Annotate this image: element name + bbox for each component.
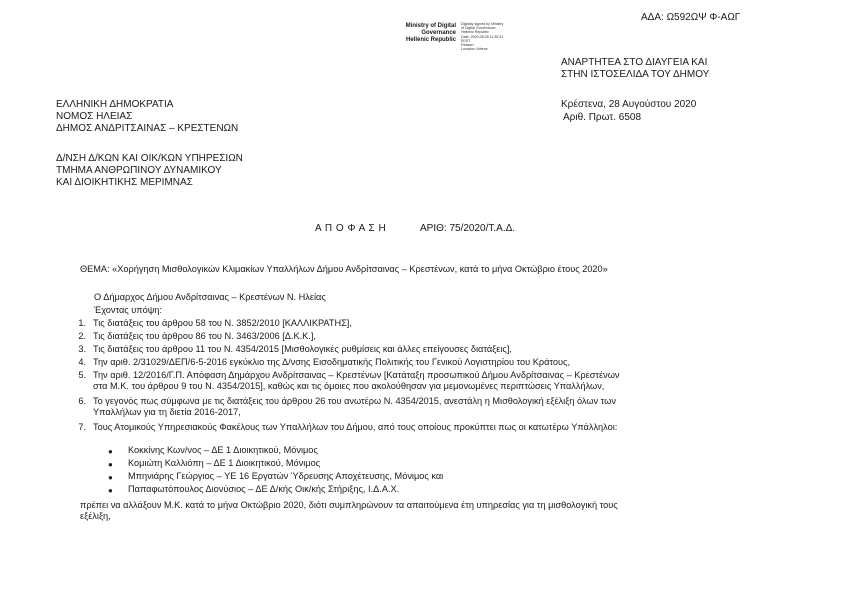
item-text: Τις διατάξεις του άρθρου 11 του Ν. 4354/2015 [Μισθολογικές ρυθμίσεις και άλλες επείγουσες διατάξεις],	[93, 344, 512, 354]
item-number: 7.	[78, 422, 86, 432]
signature-detail-line: Reason:	[461, 43, 475, 48]
publish-note-line: ΑΝΑΡΤΗΤΕΑ ΣΤΟ ΔΙΑΥΓΕΙΑ ΚΑΙ	[561, 57, 708, 68]
item-text: Τις διατάξεις του άρθρου 86 του Ν. 3463/2006 [Δ.Κ.Κ.],	[93, 331, 316, 341]
mayor-line: Ο Δήμαρχος Δήμου Ανδρίτσαινας – Κρεστένων Ν. Ηλείας	[94, 292, 326, 302]
decision-number: ΑΡΙΘ: 75/2020/Τ.Α.Δ.	[420, 223, 516, 234]
item-number: 1.	[78, 318, 86, 328]
signature-details	[461, 22, 503, 51]
department-block	[56, 153, 243, 189]
employee-name: Κομιώτη Καλλιόπη – ΔΕ 1 Διοικητικού, Μόνιμος	[128, 458, 321, 468]
signature-detail-line: Date: 2020.08.28 11:35:31	[461, 34, 504, 39]
signature-issuer	[400, 23, 456, 44]
employee-name: Παπαφωτόπουλος Διονύσιος – ΔΕ Δ/κής Οικ/κής Στήριξης, Ι.Δ.Α.Χ.	[128, 484, 400, 494]
closing-paragraph	[80, 500, 618, 522]
item-number: 6.	[78, 396, 86, 406]
department-line: ΚΑΙ ΔΙΟΙΚΗΤΙΚΗΣ ΜΕΡΙΜΝΑΣ	[56, 177, 193, 188]
issuer-line: ΕΛΛΗΝΙΚΗ ΔΗΜΟΚΡΑΤΙΑ	[56, 99, 174, 110]
item-number: 2.	[78, 331, 86, 341]
document-date: Κρέστενα, 28 Αυγούστου 2020	[561, 99, 697, 110]
item-text: Υπαλλήλων για τη διετία 2016-2017,	[93, 407, 241, 417]
item-text: Την αριθ. 12/2016/Γ.Π. Απόφαση Δημάρχου Ανδρίτσαινας – Κρεστένων [Κατάταξη προσωπικού Δήμου Ανδρίτσαινας – Κρεστένων	[93, 370, 620, 380]
item-text: στα Μ.Κ. του άρθρου 9 του Ν. 4354/2015], καθώς και τις όμοιες που ακολούθησαν για μεμονωμένες περιπτώσεις Υπαλλήλων,	[93, 381, 605, 391]
department-line: Δ/ΝΣΗ Δ/ΚΩΝ ΚΑΙ ΟΙΚ/ΚΩΝ ΥΠΗΡΕΣΙΩΝ	[56, 153, 243, 164]
signature-issuer-line: Hellenic Republic	[405, 37, 456, 43]
item-text: Την αριθ. 2/31029/ΔΕΠ/6-5-2016 εγκύκλιο της Δ/νσης Εισοδηματικής Πολιτικής του Γενικού Λογιστηρίου του Κράτους,	[93, 357, 571, 367]
signature-detail-line: EEST	[461, 38, 471, 43]
item-text: Το γεγονός πως σύμφωνα με τις διατάξεις του άρθρου 26 του ανωτέρω Ν. 4354/2015, ανεστάλη η Μισθολογική εξέλιξη όλων των	[93, 396, 616, 406]
bullet-icon: ●	[108, 447, 113, 456]
item-number: 3.	[78, 344, 86, 354]
closing-line: πρέπει να αλλάξουν Μ.Κ. κατά το μήνα Οκτώβριο 2020, διότι συμπληρώνουν τα απαιτούμενα έτη υπηρεσίας για τη μισθολογική τους	[80, 500, 618, 510]
item-text: Τις διατάξεις του άρθρου 58 του Ν. 3852/2010 [ΚΑΛΛΙΚΡΑΤΗΣ],	[93, 318, 352, 328]
bullet-icon: ●	[108, 473, 113, 482]
item-number: 4.	[78, 357, 86, 367]
signature-detail-line: Digitally signed by Ministry	[461, 22, 504, 26]
employee-name: Κοκκίνης Κων/νος – ΔΕ 1 Διοικητικού, Μόνιμος	[128, 445, 318, 455]
issuer-block	[56, 99, 238, 135]
item-number: 5.	[78, 370, 86, 380]
closing-line: εξέλιξη,	[80, 511, 111, 521]
decision-title: Α Π Ο Φ Α Σ Η	[315, 223, 387, 234]
signature-detail-line: Hellenic Republic	[461, 30, 489, 35]
bullet-icon: ●	[108, 486, 113, 495]
protocol-number: Αριθ. Πρωτ. 6508	[563, 112, 642, 123]
signature-issuer-line: Governance	[421, 30, 456, 36]
signature-issuer-line: Ministry of Digital	[405, 23, 456, 29]
signature-detail-line: of Digital Governance,	[461, 26, 497, 31]
item-text: Τους Ατομικούς Υπηρεσιακούς Φακέλους των Υπαλλήλων του Δήμου, από τους οποίους προκύπτει πως οι κατωτέρω Υπάλληλοι:	[93, 422, 618, 432]
issuer-line: ΝΟΜΟΣ ΗΛΕΙΑΣ	[56, 111, 133, 122]
ada-code: ΑΔΑ: Ω592ΩΨ Φ-ΑΩΓ	[641, 12, 741, 23]
subject-line: ΘΕΜΑ: «Χορήγηση Μισθολογικών Κλιμακίων Υπαλλήλων Δήμου Ανδρίτσαινας – Κρεστένων, κατά το μήνα Οκτώβριο έτους 2020»	[80, 264, 608, 274]
considering-label: Έχοντας υπόψη:	[94, 305, 162, 315]
department-line: ΤΜΗΜΑ ΑΝΘΡΩΠΙΝΟΥ ΔΥΝΑΜΙΚΟΥ	[56, 165, 222, 176]
bullet-icon: ●	[108, 460, 113, 469]
signature-detail-line: Location: Athens	[461, 47, 488, 52]
publish-note	[561, 57, 709, 81]
issuer-line: ΔΗΜΟΣ ΑΝΔΡΙΤΣΑΙΝΑΣ – ΚΡΕΣΤΕΝΩΝ	[56, 123, 239, 134]
employee-name: Μπηνιάρης Γεώργιος – ΥΕ 16 Εργατών Ύδρευσης Αποχέτευσης, Μόνιμος και	[128, 471, 444, 481]
publish-note-line: ΣΤΗΝ ΙΣΤΟΣΕΛΙΔΑ ΤΟΥ ΔΗΜΟΥ	[561, 69, 710, 80]
